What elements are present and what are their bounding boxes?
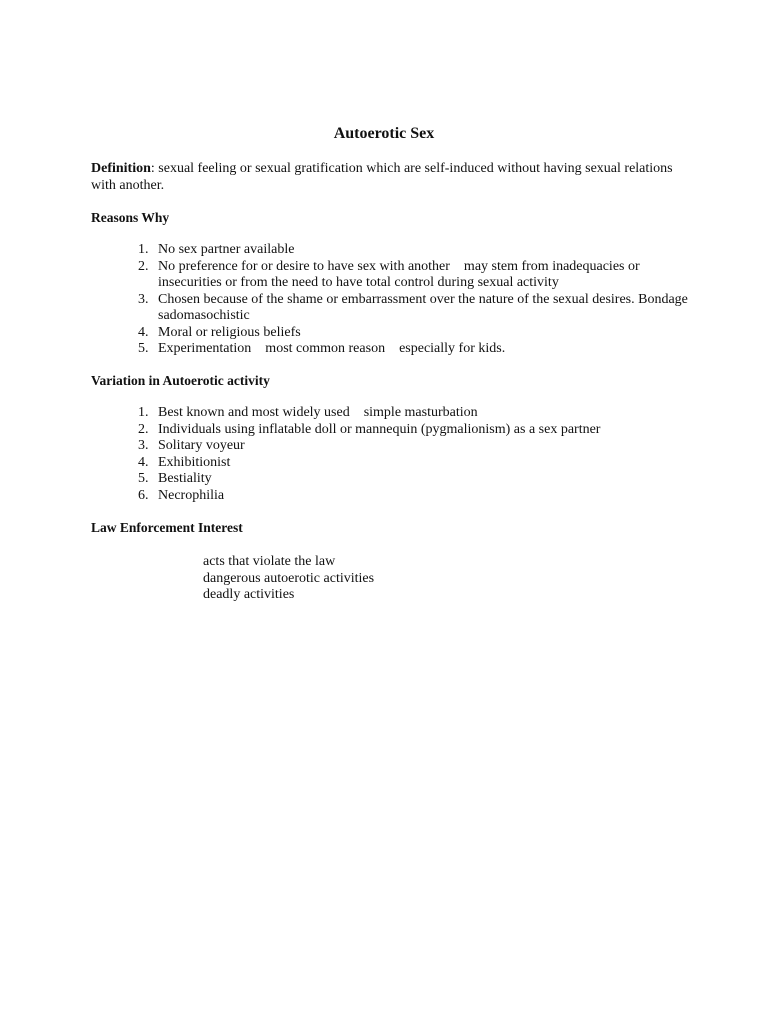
list-item	[91, 291, 702, 325]
definition-label: Definition	[91, 161, 151, 176]
list-item	[91, 242, 691, 259]
list-number: 1.	[138, 405, 149, 420]
variation-list	[91, 405, 691, 504]
law-item: deadly activities	[203, 587, 295, 602]
reasons-list	[91, 242, 702, 358]
list-number: 4.	[138, 324, 149, 340]
law-list	[203, 554, 374, 604]
definition-paragraph	[91, 161, 691, 194]
list-number: 2.	[138, 258, 149, 274]
list-item	[91, 438, 691, 455]
list-item	[91, 405, 691, 422]
variation-heading: Variation in Autoerotic activity	[91, 373, 270, 388]
law-item: dangerous autoerotic activities	[203, 570, 375, 586]
list-item-text: Exhibitionist	[158, 454, 231, 470]
list-item-text: Solitary voyeur	[158, 438, 245, 453]
list-item	[91, 455, 691, 472]
list-item-text: No preference for or desire to have sex with another may stem from inadequacies or insecurities or from the need to have total control during sexual activity	[158, 258, 644, 290]
list-number: 2.	[138, 421, 149, 437]
list-number: 6.	[138, 487, 149, 503]
list-item	[91, 325, 691, 342]
list-item-text: Chosen because of the shame or embarrassment over the nature of the sexual desires. Bondage sadomasochistic	[158, 291, 702, 323]
list-item-text: Bestiality	[158, 471, 212, 486]
list-number: 5.	[138, 471, 149, 486]
list-item-text: No sex partner available	[158, 242, 295, 257]
page-title: Autoerotic Sex	[333, 125, 435, 142]
list-item-text: Necrophilia	[158, 487, 225, 503]
list-item	[91, 488, 691, 505]
list-item-text: Individuals using inflatable doll or mannequin (pygmalionism) as a sex partner	[158, 421, 601, 437]
law-item: acts that violate the law	[203, 554, 336, 569]
list-item	[91, 259, 691, 292]
list-item-text: Experimentation most common reason especially for kids.	[158, 341, 506, 356]
list-number: 3.	[138, 291, 149, 307]
list-item	[91, 341, 691, 358]
list-item-text: Moral or religious beliefs	[158, 324, 301, 340]
definition-text: : sexual feeling or sexual gratification which are self-induced without having sexual relations with another.	[91, 161, 673, 193]
list-number: 4.	[138, 454, 149, 470]
list-item	[91, 422, 691, 439]
reasons-heading: Reasons Why	[91, 210, 170, 225]
list-number: 5.	[138, 341, 149, 356]
list-number: 1.	[138, 242, 149, 257]
list-number: 3.	[138, 438, 149, 453]
list-item	[91, 471, 691, 488]
list-item-text: Best known and most widely used simple masturbation	[158, 405, 478, 420]
law-heading: Law Enforcement Interest	[91, 520, 243, 535]
